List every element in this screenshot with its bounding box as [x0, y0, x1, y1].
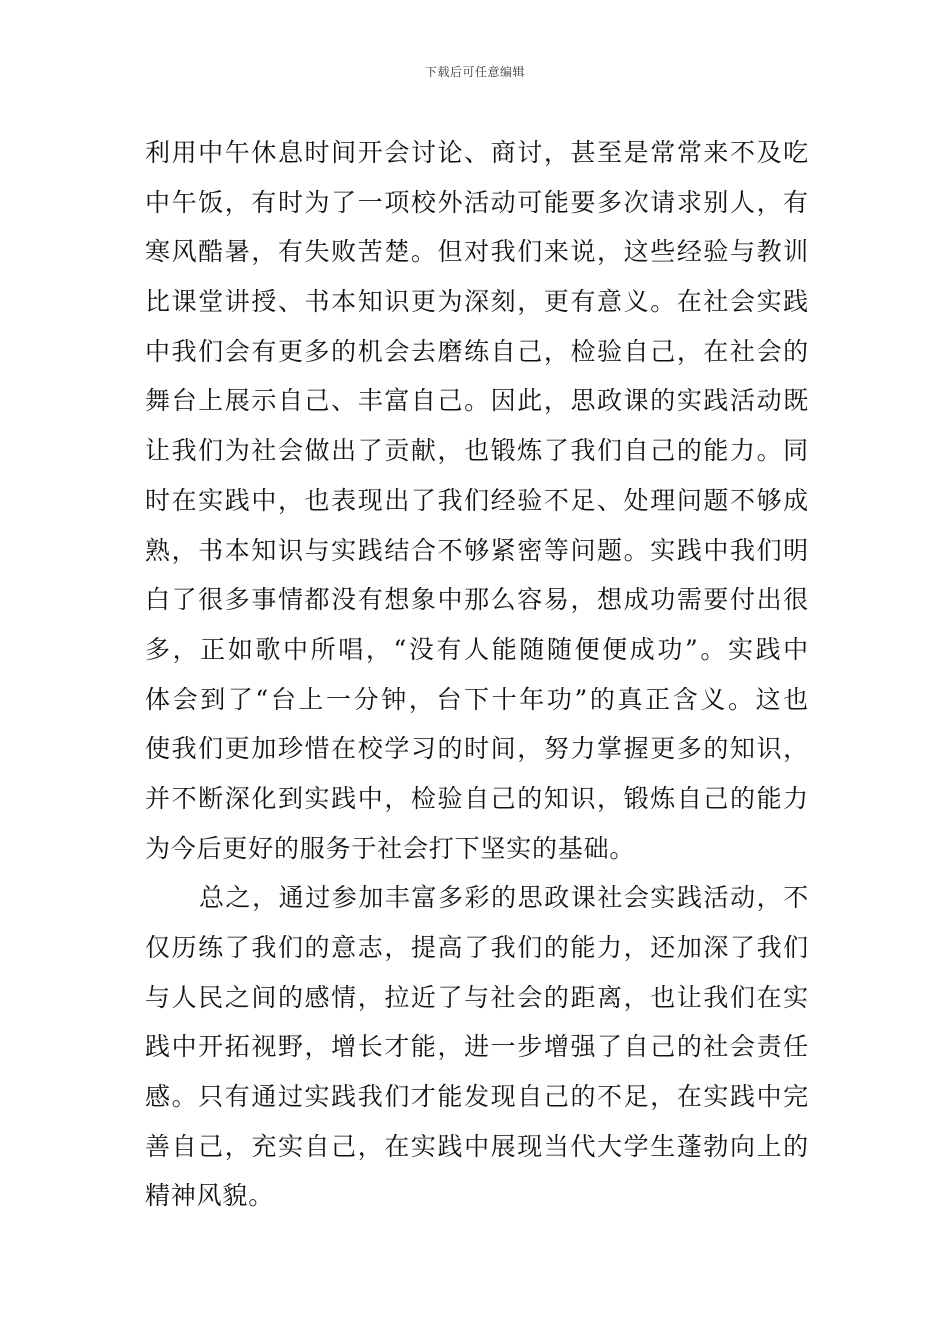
- text-line: 中我们会有更多的机会去磨练自己，检验自己，在社会的: [145, 336, 809, 366]
- text-line: 践中开拓视野，增长才能，进一步增强了自己的社会责任: [145, 1032, 809, 1062]
- text-line: 利用中午休息时间开会讨论、商讨，甚至是常常来不及吃: [145, 138, 809, 167]
- page-header: 下载后可任意编辑: [424, 65, 525, 79]
- document-body: [145, 128, 809, 1221]
- paragraph-2: [145, 873, 809, 1221]
- text-line: 善自己，充实自己，在实践中展现当代大学生蓬勃向上的: [145, 1131, 809, 1161]
- text-line: 精神风貌。: [145, 1181, 275, 1211]
- text-line: 总之，通过参加丰富多彩的思政课社会实践活动，不: [199, 883, 809, 913]
- text-line: 使我们更加珍惜在校学习的时间，努力掌握更多的知识，: [145, 734, 809, 764]
- text-line: 为今后更好的服务于社会打下坚实的基础。: [145, 833, 636, 863]
- text-line: 让我们为社会做出了贡献，也锻炼了我们自己的能力。同: [145, 436, 809, 466]
- text-line: 时在实践中，也表现出了我们经验不足、处理问题不够成: [145, 485, 809, 515]
- text-line: 中午饭，有时为了一项校外活动可能要多次请求别人，有: [145, 187, 809, 217]
- text-line: 寒风酷暑，有失败苦楚。但对我们来说，这些经验与教训: [145, 237, 809, 267]
- text-line: 仅历练了我们的意志，提高了我们的能力，还加深了我们: [145, 933, 809, 962]
- text-line: 感。只有通过实践我们才能发现自己的不足，在实践中完: [145, 1082, 809, 1112]
- paragraph-1: [145, 128, 809, 873]
- text-line: 并不断深化到实践中，检验自己的知识，锻炼自己的能力: [145, 783, 809, 813]
- text-line: 与人民之间的感情，拉近了与社会的距离，也让我们在实: [145, 982, 809, 1012]
- text-line: 多，正如歌中所唱，“没有人能随随便便成功”。实践中: [145, 634, 809, 664]
- text-line: 比课堂讲授、书本知识更为深刻，更有意义。在社会实践: [145, 287, 809, 317]
- text-line: 熟，书本知识与实践结合不够紧密等问题。实践中我们明: [145, 535, 809, 565]
- text-line: 白了很多事情都没有想象中那么容易，想成功需要付出很: [145, 585, 809, 615]
- text-line: 体会到了“台上一分钟，台下十年功”的真正含义。这也: [145, 684, 809, 714]
- text-line: 舞台上展示自己、丰富自己。因此，思政课的实践活动既: [145, 386, 809, 416]
